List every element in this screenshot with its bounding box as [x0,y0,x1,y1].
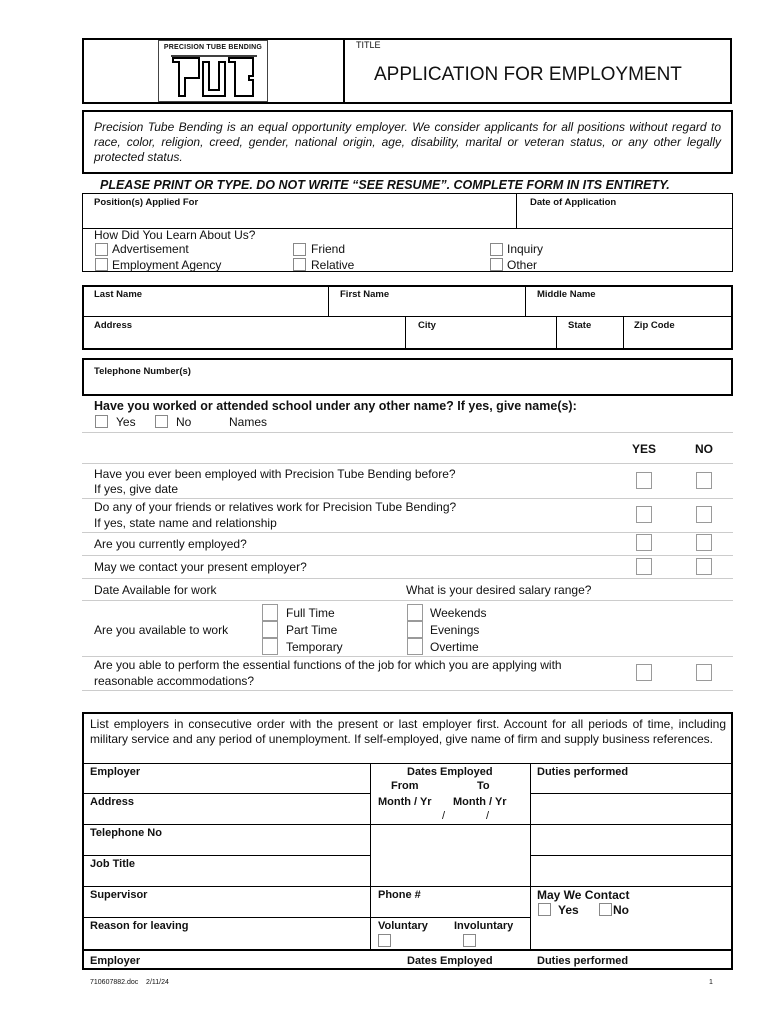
checkbox-employment-agency[interactable] [95,258,108,271]
option-other: Other [507,258,538,272]
checkbox-part-time[interactable] [262,621,278,638]
other-name-question: Have you worked or attended school under any other name? If yes, give name(s): [94,399,577,413]
phone-label: Phone # [378,889,421,901]
logo-mark-icon [169,54,259,100]
question-employed-before: Have you ever been employed with Precision Tube Bending before? [94,467,456,481]
company-logo [158,40,268,102]
checkbox-advertisement[interactable] [95,243,108,256]
page-title: APPLICATION FOR EMPLOYMENT [374,64,682,85]
logo-text: PRECISION TUBE BENDING [163,44,263,51]
emp-telephone-label: Telephone No [90,827,162,839]
from-label: From [391,780,419,792]
header-divider [343,38,345,104]
question-employed-before-date: If yes, give date [94,482,179,496]
footer-doc-id: 710607882.doc 2/11/24 [90,979,169,986]
employer2-label: Employer [90,955,141,967]
checkbox-friend[interactable] [293,243,306,256]
checkbox-relatives-yes[interactable] [636,506,652,523]
first-name-input[interactable] [334,301,520,315]
emp-line [84,763,731,764]
question-essential-functions-2: reasonable accommodations? [94,674,255,688]
state-input[interactable] [560,332,620,346]
addr-col-divider-2 [556,317,557,348]
address-input[interactable] [90,332,400,346]
how-learned-question: How Did You Learn About Us? [94,228,256,242]
emp-col-1 [370,763,371,950]
involuntary-label: Involuntary [454,920,514,932]
checkbox-contact-employer-no[interactable] [696,558,712,575]
question-relatives-detail: If yes, state name and relationship [94,516,277,530]
checkbox-weekends[interactable] [407,604,423,621]
dates-employed-label: Dates Employed [407,766,493,778]
checkbox-involuntary[interactable] [463,934,476,947]
duties-label: Duties performed [537,766,629,778]
emp-line [84,917,530,918]
employers-instructions: List employers in consecutive order with the present or last employer first. Account for all periods of time, including military service and any period of unemployment. If self-employed, give name of firm and supply business references. [90,717,726,746]
checkbox-full-time[interactable] [262,604,278,621]
other-name-yes-label: Yes [116,415,136,429]
emp-line [530,793,731,794]
emp-line [84,824,731,825]
instructions-notice: PLEASE PRINT OR TYPE. DO NOT WRITE “SEE RESUME”. COMPLETE FORM IN ITS ENTIRETY. [100,178,670,192]
checkbox-evenings[interactable] [407,621,423,638]
middle-name-input[interactable] [531,301,727,315]
emp-line [84,793,370,794]
addr-col-divider-3 [623,317,624,348]
row-line [82,555,733,556]
telephone-label: Telephone Number(s) [94,366,191,377]
zip-label: Zip Code [634,320,675,331]
addr-col-divider-1 [405,317,406,348]
telephone-input[interactable] [90,378,726,392]
question-available-to-work: Are you available to work [94,623,229,637]
row-line [82,690,733,691]
checkbox-employed-before-no[interactable] [696,472,712,489]
question-relatives: Do any of your friends or relatives work for Precision Tube Bending? [94,500,457,514]
row-line [82,600,733,601]
date-application-label: Date of Application [530,197,617,208]
emp-address-label: Address [90,796,135,808]
may-contact-no-label: No [613,903,629,917]
may-contact-label: May We Contact [537,888,630,902]
position-input[interactable] [94,210,512,226]
option-part-time: Part Time [286,623,338,637]
other-name-no-label: No [176,415,192,429]
may-contact-yes-label: Yes [558,903,579,917]
checkbox-relatives-no[interactable] [696,506,712,523]
question-date-available: Date Available for work [94,583,217,597]
name-col-divider-1 [328,287,329,316]
dates-employed2-label: Dates Employed [407,955,493,967]
checkbox-other[interactable] [490,258,503,271]
checkbox-relative[interactable] [293,258,306,271]
checkbox-overtime[interactable] [407,638,423,655]
name-col-divider-2 [525,287,526,316]
last-name-input[interactable] [90,301,324,315]
option-temporary: Temporary [286,640,343,654]
position-label: Position(s) Applied For [94,197,199,208]
question-essential-functions: Are you able to perform the essential functions of the job for which you are applying with [94,658,562,672]
position-divider [516,193,517,229]
title-label: TITLE [356,40,381,50]
row-line [82,578,733,579]
reason-leaving-label: Reason for leaving [90,920,189,932]
checkbox-essential-functions-yes[interactable] [636,664,652,681]
checkbox-currently-employed-yes[interactable] [636,534,652,551]
duties2-label: Duties performed [537,955,629,967]
voluntary-label: Voluntary [378,920,428,932]
checkbox-other-name-no[interactable] [155,415,168,428]
footer-page-number: 1 [709,979,713,986]
option-employment-agency: Employment Agency [112,258,222,272]
question-contact-employer: May we contact your present employer? [94,560,307,574]
date-application-input[interactable] [530,210,728,226]
emp-line [84,886,731,887]
emp-col-2 [530,763,531,950]
row-line [82,532,733,533]
checkbox-contact-employer-yes[interactable] [636,558,652,575]
option-inquiry: Inquiry [507,242,544,256]
row-line [82,432,733,433]
zip-input[interactable] [628,332,728,346]
checkbox-inquiry[interactable] [490,243,503,256]
address-label: Address [94,320,133,331]
eeo-statement: Precision Tube Bending is an equal opportunity employer. We consider applicants for all positions without regard to race, color, religion, creed, gender, national origin, age, disability, marital or veteran status, or any other legally protected status. [82,110,733,174]
yes-column-header: YES [632,442,657,456]
emp-line [84,949,731,951]
city-input[interactable] [410,332,552,346]
other-name-names-label: Names [229,415,268,429]
option-evenings: Evenings [430,623,480,637]
no-column-header: NO [695,442,713,456]
option-advertisement: Advertisement [112,242,189,256]
to-date-input[interactable]: / [486,810,490,822]
checkbox-currently-employed-no[interactable] [696,534,712,551]
checkbox-temporary[interactable] [262,638,278,655]
row-line [82,656,733,657]
question-currently-employed: Are you currently employed? [94,537,247,551]
employer-label: Employer [90,766,141,778]
month-yr-to-label: Month / Yr [453,796,507,808]
checkbox-may-contact-yes[interactable] [538,903,551,916]
to-label: To [477,780,490,792]
option-overtime: Overtime [430,640,479,654]
row-line [82,498,733,499]
supervisor-label: Supervisor [90,889,148,901]
option-relative: Relative [311,258,355,272]
logo-mark-text: PTB [169,54,171,55]
middle-name-label: Middle Name [537,289,596,300]
checkbox-essential-functions-no[interactable] [696,664,712,681]
checkbox-other-name-yes[interactable] [95,415,108,428]
question-salary-range: What is your desired salary range? [406,583,592,597]
job-title-label: Job Title [90,858,136,870]
option-weekends: Weekends [430,606,487,620]
last-name-label: Last Name [94,289,143,300]
emp-line [84,855,370,856]
option-full-time: Full Time [286,606,335,620]
from-date-input[interactable]: / [442,810,446,822]
checkbox-may-contact-no[interactable] [599,903,612,916]
name-row-divider [84,316,731,317]
city-label: City [418,320,436,331]
option-friend: Friend [311,242,346,256]
month-yr-from-label: Month / Yr [378,796,432,808]
row-line [82,463,733,464]
first-name-label: First Name [340,289,390,300]
emp-line [530,855,731,856]
state-label: State [568,320,592,331]
checkbox-employed-before-yes[interactable] [636,472,652,489]
checkbox-voluntary[interactable] [378,934,391,947]
